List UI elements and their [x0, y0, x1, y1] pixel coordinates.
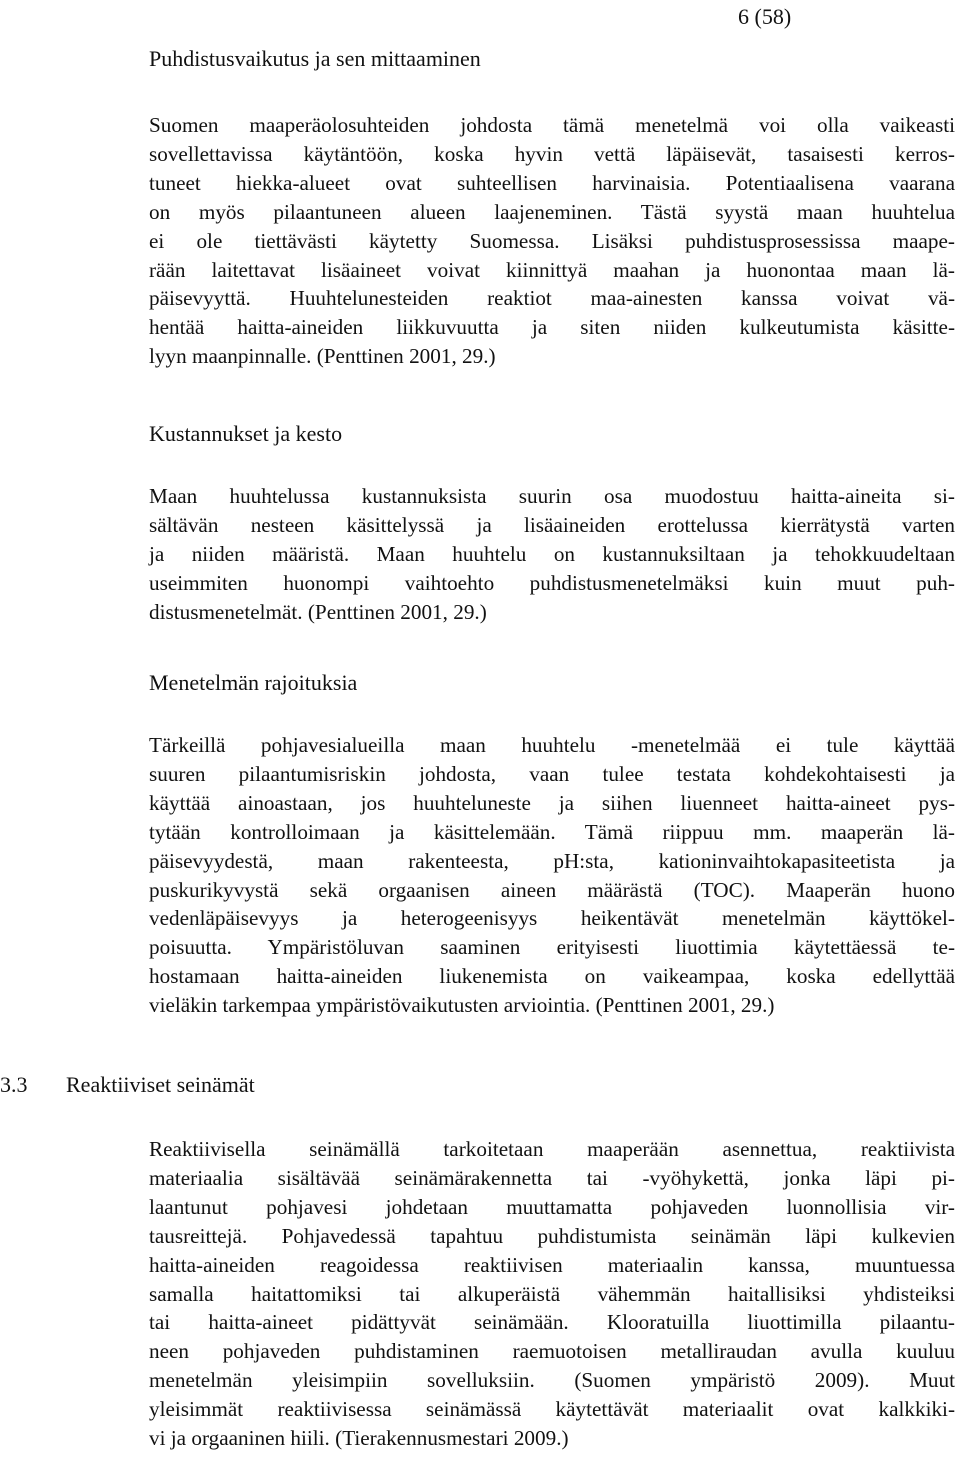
paragraph-4 [149, 1135, 955, 1453]
paragraph-line: neen pohjaveden puhdistaminen raemuotoisen metalliraudan avulla kuuluu [149, 1339, 955, 1364]
paragraph-line: Reaktiivisella seinämällä tarkoitetaan maaperään asennettua, reaktiivista [149, 1137, 955, 1161]
paragraph-line: vedenläpäisevyys ja heterogeenisyys heikentävät menetelmän käyttökel- [149, 906, 955, 931]
paragraph-line: distusmenetelmät. (Penttinen 2001, 29.) [149, 599, 487, 624]
paragraph-line: tytään kontrolloimaan ja käsittelemään. Tämä riippuu mm. maaperän lä- [149, 819, 955, 844]
paragraph-line: laantunut pohjavesi johdetaan muuttamatta pohjaveden luonnollisia vir- [149, 1194, 955, 1219]
paragraph-line: tai haitta-aineet pidättyvät seinämään. Klooratuilla liuottimilla pilaantu- [149, 1310, 955, 1335]
paragraph-line: useimmiten huonompi vaihtoehto puhdistusmenetelmäksi kuin muut puh- [149, 570, 955, 595]
paragraph-line: tuneet hiekka-alueet ovat suhteellisen harvinaisia. Potentiaalisena vaarana [149, 170, 955, 195]
paragraph-line: päisevyyttä. Huuhtelunesteiden reaktiot maa-ainesten kanssa voivat vä- [149, 286, 955, 311]
paragraph-2 [149, 482, 955, 627]
paragraph-line: rään laitettavat lisäaineet voivat kiinnittyä maahan ja huonontaa maan lä- [149, 257, 955, 282]
page-number: 6 (58) [738, 4, 792, 29]
paragraph-line: materiaalia sisältävää seinämärakennetta tai -vyöhykettä, jonka läpi pi- [149, 1165, 955, 1190]
paragraph-line: ei ole tiettävästi käytetty Suomessa. Lisäksi puhdistusprosessissa maape- [149, 228, 955, 253]
paragraph-line: on myös pilaantuneen alueen laajeneminen. Tästä syystä maan huuhtelua [149, 199, 955, 224]
paragraph-line: haitta-aineiden reagoidessa reaktiivisen materiaalin kanssa, muuntuessa [149, 1252, 955, 1277]
heading-rajoituksia: Menetelmän rajoituksia [149, 670, 358, 695]
paragraph-line: sältävän nesteen käsittelyssä ja lisäaineiden erottelussa kierrätystä varten [149, 512, 955, 537]
section-heading [0, 1072, 255, 1098]
paragraph-line: Tärkeillä pohjavesialueilla maan huuhtelu -menetelmää ei tule käyttää [149, 733, 955, 757]
paragraph-line: käyttää ainoastaan, jos huuhteluneste ja siihen liuenneet haitta-aineet pys- [149, 790, 955, 815]
paragraph-line: ja niiden määristä. Maan huuhtelu on kustannuksiltaan ja tehokkuudeltaan [149, 541, 955, 566]
paragraph-line: puskurikyvystä sekä orgaanisen aineen määrästä (TOC). Maaperän huono [149, 877, 955, 902]
heading-kustannukset: Kustannukset ja kesto [149, 421, 343, 446]
section-number: 3.3 [0, 1072, 28, 1097]
paragraph-line: samalla haitattomiksi tai alkuperäistä vähemmän haitallisiksi yhdisteiksi [149, 1281, 955, 1306]
paragraph-line: Maan huuhtelussa kustannuksista suurin osa muodostuu haitta-aineita si- [149, 484, 955, 508]
paragraph-3 [149, 731, 955, 1020]
section-title: Reaktiiviset seinämät [66, 1072, 255, 1097]
paragraph-line: poisuutta. Ympäristöluvan saaminen erityisesti liuottimia käytettäessä te- [149, 935, 955, 960]
paragraph-1 [149, 111, 955, 371]
paragraph-line: lyyn maanpinnalle. (Penttinen 2001, 29.) [149, 344, 496, 369]
paragraph-line: vi ja orgaaninen hiili. (Tierakennusmestari 2009.) [149, 1426, 569, 1451]
paragraph-line: päisevyydestä, maan rakenteesta, pH:sta, kationinvaihtokapasiteetista ja [149, 848, 955, 873]
paragraph-line: yleisimmät reaktiivisessa seinämässä käytettävät materiaalit ovat kalkkiki- [149, 1397, 955, 1422]
paragraph-line: hostamaan haitta-aineiden liukenemista on vaikeampaa, koska edellyttää [149, 964, 955, 989]
paragraph-line: tausreittejä. Pohjavedessä tapahtuu puhdistumista seinämän läpi kulkevien [149, 1223, 955, 1248]
paragraph-line: vieläkin tarkempaa ympäristövaikutusten arviointia. (Penttinen 2001, 29.) [149, 993, 775, 1018]
paragraph-line: menetelmän yleisimpiin sovelluksiin. (Suomen ympäristö 2009). Muut [149, 1368, 955, 1393]
paragraph-line: hentää haitta-aineiden liikkuvuutta ja siten niiden kulkeutumista käsitte- [149, 315, 955, 340]
paragraph-line: sovellettavissa käytäntöön, koska hyvin vettä läpäisevät, tasaisesti kerros- [149, 141, 955, 166]
heading-puhdistusvaikutus: Puhdistusvaikutus ja sen mittaaminen [149, 46, 481, 71]
paragraph-line: Suomen maaperäolosuhteiden johdosta tämä menetelmä voi olla vaikeasti [149, 113, 955, 137]
paragraph-line: suuren pilaantumisriskin johdosta, vaan tulee testata kohdekohtaisesti ja [149, 761, 955, 786]
